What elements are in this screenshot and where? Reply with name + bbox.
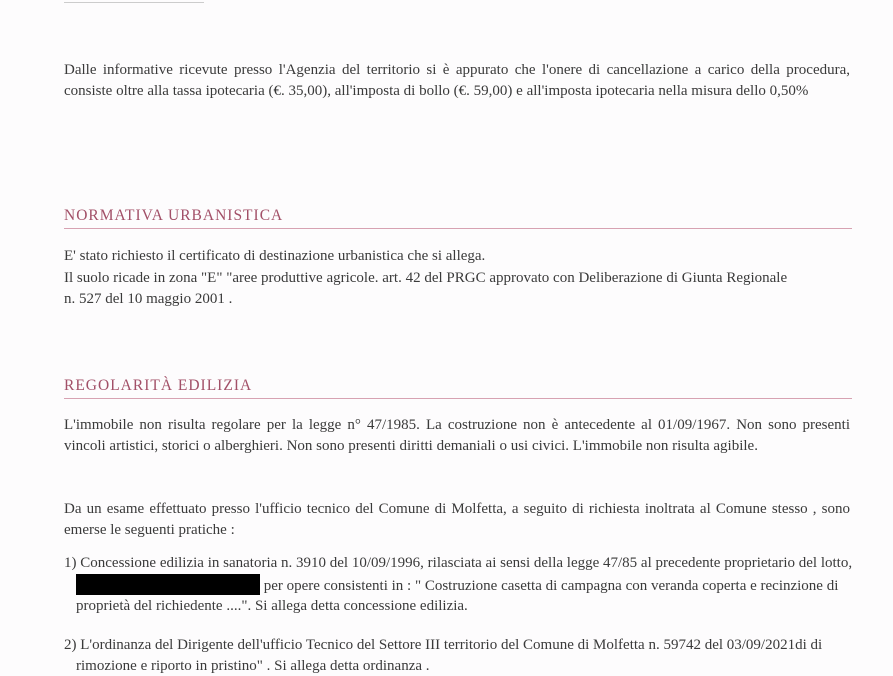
regolarita-paragraph: L'immobile non risulta regolare per la legge n° 47/1985. La costruzione non è antecedente al 01/09/1967. Non sono presenti vincoli artistici, storici o alberghieri. Non sono presenti diritti demaniali o usi civici. L'immobile non risulta agibile. <box>64 417 850 454</box>
section-heading-normativa: NORMATIVA URBANISTICA <box>64 207 852 229</box>
normativa-line: n. 527 del 10 maggio 2001 . <box>64 291 233 308</box>
section-heading-regolarita: REGOLARITÀ EDILIZIA <box>64 377 852 399</box>
normativa-line: E' stato richiesto il certificato di destinazione urbanistica che si allega. <box>64 248 486 264</box>
normativa-line: Il suolo ricade in zona "E" "aree produttive agricole. art. 42 del PRGC approvato con Deliberazione di Giunta Regionale <box>64 269 788 286</box>
intro-paragraph: Dalle informative ricevute presso l'Agenzia del territorio si è appurato che l'onere di cancellazione a carico della procedura, consiste oltre alla tassa ipotecaria (€. 35,00), all'imposta di bollo (€. 59,00) e all'imposta ipotecaria nella misura dello 0,50% <box>64 62 850 99</box>
previous-section-underline <box>64 0 204 3</box>
regolarita-paragraph: Da un esame effettuato presso l'ufficio tecnico del Comune di Molfetta, a seguito di richiesta inoltrata al Comune stesso , sono emerse le seguenti pratiche : <box>64 501 850 538</box>
list-item-text: 1) Concessione edilizia in sanatoria n. 3910 del 10/09/1996, rilasciata ai sensi della legge 47/85 al precedente proprietario del lotto, <box>64 555 853 571</box>
list-item: 2) L'ordinanza del Dirigente dell'ufficio Tecnico del Settore III territorio del Comune di Molfetta n. 59742 del 03/09/2021di di rimozione e riporto in pristino" . Si allega detta ordinanza . <box>64 637 823 674</box>
redacted-block <box>76 574 260 595</box>
list-item-text: per opere consistenti in : " Costruzione casetta di campagna con veranda coperta e recinzione di proprietà del richiedente ....". Si allega detta concessione edilizia. <box>76 577 839 615</box>
normativa-body <box>64 246 850 310</box>
list-item <box>64 553 862 617</box>
